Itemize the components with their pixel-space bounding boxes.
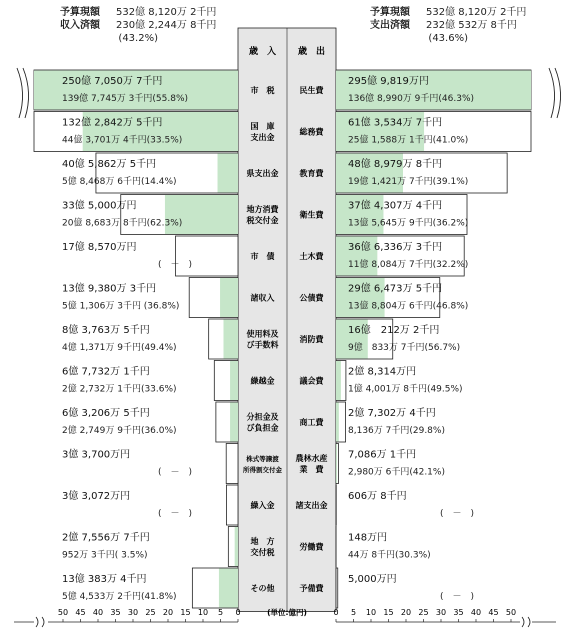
revenue-category-label: 使用料及 [246,329,279,339]
axis-break-mark-top [17,68,23,118]
revenue-budget-value: 532億 8,120万 2千円 [116,7,217,18]
expenditure-tick-label: 50 [505,608,517,617]
revenue-tick-label: 35 [110,608,121,617]
expenditure-category-label: 予備費 [299,584,324,593]
expenditure-tick-label: 30 [435,608,447,617]
revenue-actual-label: 2億 2,732万 1千円(33.6%) [62,384,177,395]
expenditure-category-label: 教育費 [299,169,324,178]
axis-break-mark-top [549,68,555,118]
revenue-tick-label: 50 [57,608,69,617]
revenue-category-label: 分担金及 [246,412,279,422]
revenue-tick-label: 45 [75,608,86,617]
revenue-actual-bar [219,569,238,608]
revenue-tick-label: 25 [145,608,156,617]
revenue-actual-label: ( － ) [158,509,193,519]
expenditure-budget-label: 2億 8,314万円 [348,366,417,378]
expenditure-actual-label: ( － ) [440,509,475,519]
expenditure-budget-label: 148万円 [348,532,388,544]
revenue-category-label: 税交付金 [246,216,279,225]
revenue-category-label: び手数料 [246,340,279,350]
expenditure-actual-label: 11億 8,084万 7千円(32.2%) [348,260,469,270]
expenditure-budget-value: 532億 8,120万 2千円 [426,7,527,18]
expenditure-actual-label: 44万 8千円(30.3%) [348,550,431,561]
revenue-budget-label: 132億 2,842万 5千円 [62,117,163,129]
revenue-category-label: 地 方 [250,537,275,546]
expenditure-rate: (43.6%) [428,33,468,44]
revenue-actual-label: ( － ) [158,260,193,270]
expenditure-tick-label: 45 [488,608,499,617]
revenue-budget-label: 6億 3,206万 5千円 [62,408,150,419]
revenue-category-label: 株式等譲渡 [246,455,279,463]
expenditure-budget-label: 予算現額 [370,7,410,18]
axis-break-mark-top [555,68,561,118]
revenue-category-label: その他 [250,584,275,593]
revenue-budget-label: 2億 7,556万 7千円 [62,532,150,544]
revenue-actual-label: 139億 7,745万 3千円(55.8%) [62,94,189,104]
expenditure-budget-label: 29億 6,473万 5千円 [348,283,443,295]
revenue-tick-label: 0 [235,608,241,617]
expenditure-category-label: 公債費 [299,293,324,303]
expenditure-actual-label: 1億 4,001万 8千円(49.5%) [348,384,463,395]
expenditure-tick-label: 10 [365,608,377,617]
expenditure-category-label: 商工費 [299,418,324,427]
revenue-category-label: 繰越金 [250,376,275,386]
expenditure-category-label: 業 費 [299,465,324,474]
revenue-budget-label: 8億 3,763万 5千円 [62,325,150,336]
expenditure-column-header: 歳 出 [297,47,326,57]
axis-break-mark [36,617,38,627]
revenue-budget-label: 13億 383万 4千円 [62,574,147,585]
revenue-actual-label: 20億 8,683万 8千円(62.3%) [62,218,183,229]
revenue-actual-label: 44億 3,701万 4千円(33.5%) [62,135,183,146]
expenditure-budget-label: 48億 8,979万 8千円 [348,159,443,170]
revenue-actual-value: 230億 2,244万 8千円 [116,20,217,31]
revenue-category-label: 市 税 [250,86,275,95]
expenditure-actual-label: 支出済額 [370,20,410,31]
revenue-actual-bar [218,154,238,193]
revenue-budget-label: 6億 7,732万 1千円 [62,366,150,378]
revenue-tick-label: 40 [92,608,104,617]
expenditure-tick-label: 0 [333,608,339,617]
expenditure-tick-label: 25 [418,608,429,617]
revenue-budget-label: 17億 8,570万円 [62,242,137,253]
axis-break-mark [528,617,530,627]
revenue-budget-label: 3億 3,700万円 [62,449,131,461]
revenue-category-label: 繰入金 [250,501,275,510]
expenditure-category-label: 消防費 [299,335,324,344]
unit-label: (単位:億円) [267,608,307,617]
revenue-category-label: 交付税 [250,548,275,557]
expenditure-budget-label: 61億 3,534万 7千円 [348,117,443,129]
expenditure-tick-label: 15 [383,608,394,617]
expenditure-actual-label: 25億 1,588万 1千円(41.0%) [348,135,469,146]
expenditure-category-label: 土木費 [299,252,324,261]
expenditure-actual-bar [336,361,341,400]
expenditure-tick-label: 40 [470,608,482,617]
expenditure-budget-label: 5,000万円 [348,574,397,585]
revenue-budget-bar [226,444,238,484]
expenditure-budget-label: 7,086万 1千円 [348,449,417,461]
revenue-budget-label: 予算現額 [60,7,100,18]
revenue-actual-label: 収入済額 [60,20,100,31]
revenue-actual-bar [224,320,238,359]
expenditure-category-label: 議会費 [299,376,324,386]
expenditure-tick-label: 5 [350,608,357,617]
revenue-actual-bar [230,361,238,400]
revenue-actual-bar [230,403,238,442]
expenditure-actual-label: 136億 8,990万 9千円(46.3%) [348,94,475,104]
expenditure-actual-bar [336,444,337,483]
expenditure-category-label: 総務費 [299,127,324,137]
revenue-tick-label: 20 [162,608,174,617]
revenue-category-label: 所得割交付金 [243,466,282,474]
revenue-category-label: び負担金 [246,423,279,433]
revenue-budget-label: 33億 5,000万円 [62,200,137,212]
revenue-tick-label: 15 [180,608,191,617]
expenditure-actual-value: 232億 532万 8千円 [426,20,517,31]
revenue-actual-label: 952万 3千円( 3.5%) [62,550,148,561]
revenue-actual-label: 5億 4,533万 2千円(41.8%) [62,592,177,602]
expenditure-budget-bar [336,568,338,608]
revenue-actual-label: 4億 1,371万 9千円(49.4%) [62,343,177,353]
revenue-actual-label: ( － ) [158,467,193,478]
expenditure-actual-label: 13億 8,804万 6千円(46.8%) [348,301,469,312]
revenue-category-label: 国 庫 [250,122,275,131]
expenditure-actual-label: 2,980万 6千円(42.1%) [348,467,445,478]
expenditure-category-label: 民生費 [299,86,324,95]
expenditure-actual-label: ( － ) [440,592,475,602]
revenue-budget-bar [226,485,238,525]
expenditure-budget-label: 606万 8千円 [348,491,407,502]
axis-break-mark [522,617,524,627]
revenue-rate: (43.2%) [118,33,158,44]
expenditure-budget-label: 295億 9,819万円 [348,76,429,87]
expenditure-tick-label: 35 [453,608,464,617]
revenue-budget-label: 13億 9,380万 3千円 [62,283,157,295]
revenue-tick-label: 30 [127,608,139,617]
expenditure-actual-bar [336,403,339,442]
revenue-column-header: 歳 入 [248,47,277,57]
revenue-actual-bar [235,527,238,566]
expenditure-tick-label: 20 [400,608,412,617]
revenue-tick-label: 5 [217,608,224,617]
revenue-actual-label: 5億 8,468万 6千円(14.4%) [62,177,177,187]
revenue-actual-label: 2億 2,749万 9千円(36.0%) [62,426,177,436]
expenditure-category-label: 農林水産 [295,454,328,463]
revenue-category-label: 地方消費 [246,205,279,214]
expenditure-category-label: 労働費 [299,542,324,552]
axis-break-mark [42,617,44,627]
expenditure-category-label: 諸支出金 [295,501,328,510]
revenue-tick-label: 10 [197,608,209,617]
expenditure-budget-label: 36億 6,336万 3千円 [348,242,443,253]
revenue-budget-label: 3億 3,072万円 [62,491,131,502]
expenditure-budget-label: 2億 7,302万 4千円 [348,408,436,419]
expenditure-budget-label: 16億 212万 2千円 [348,325,440,336]
revenue-budget-bar [175,236,238,276]
expenditure-actual-label: 19億 1,421万 7千円(39.1%) [348,177,469,187]
expenditure-actual-label: 8,136万 7千円(29.8%) [348,426,445,436]
axis-break-mark-top [23,68,29,118]
revenue-actual-bar [220,278,238,317]
expenditure-actual-label: 9億 833万 7千円(56.7%) [348,343,461,353]
expenditure-actual-label: 13億 5,645万 9千円(36.2%) [348,218,469,229]
revenue-category-label: 支出金 [250,133,275,142]
expenditure-budget-label: 37億 4,307万 4千円 [348,200,443,212]
revenue-budget-label: 40億 5,862万 5千円 [62,159,157,170]
revenue-actual-label: 5億 1,306万 3千円 (36.8%) [62,301,180,312]
revenue-budget-label: 250億 7,050万 7千円 [62,76,163,87]
revenue-category-label: 県支出金 [246,169,279,178]
revenue-category-label: 諸収入 [250,293,275,303]
revenue-category-label: 市 債 [250,252,275,261]
expenditure-category-label: 衛生費 [299,210,324,220]
